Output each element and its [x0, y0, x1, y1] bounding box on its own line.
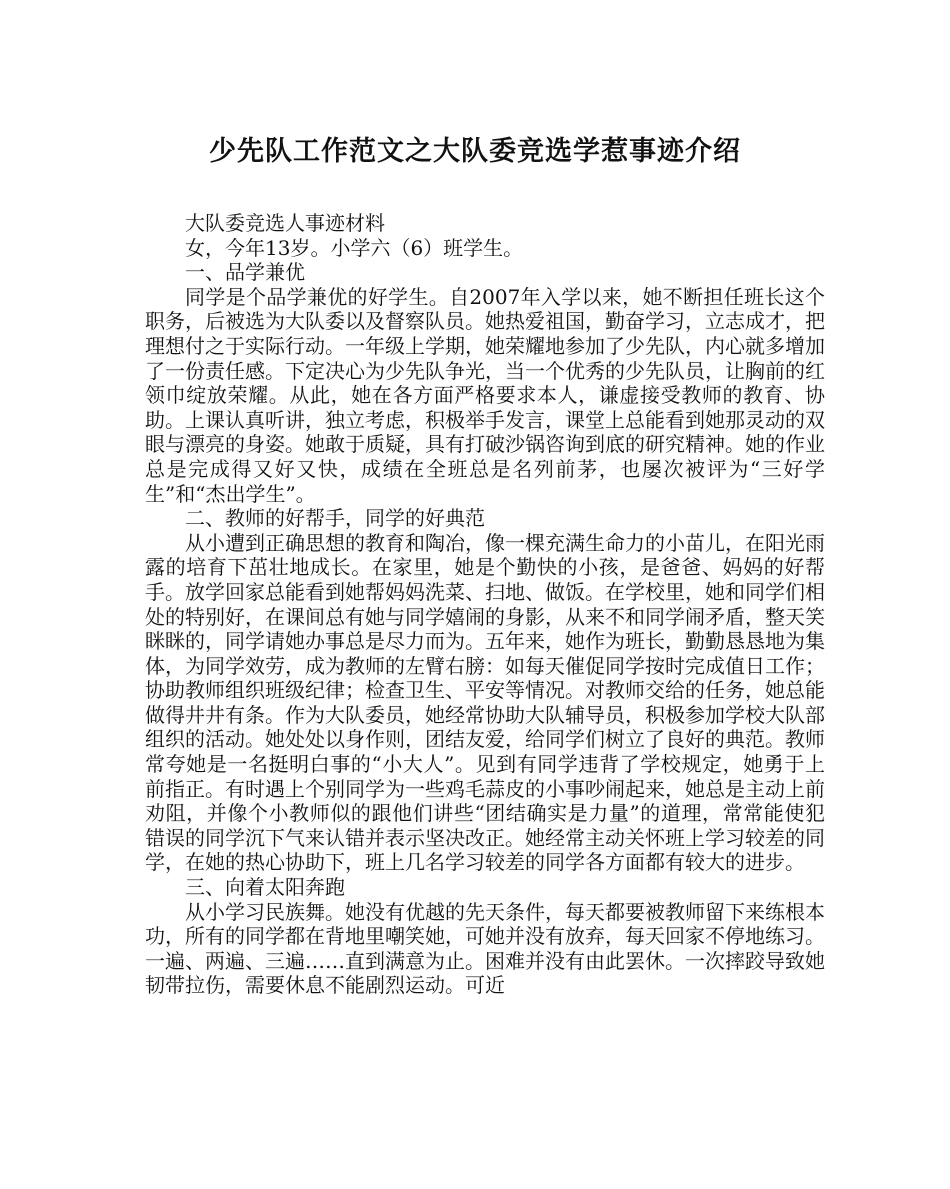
section-heading-2: 二、教师的好帮手，同学的好典范 [185, 506, 485, 531]
document-body [145, 211, 825, 998]
paragraph-section-3: 从小学习民族舞。她没有优越的先天条件，每天都要被教师留下来练根本功，所有的同学都在背地里嘲笑她，可她并没有放弃，每天回家不停地练习。一遍、两遍、三遍……直到满意为止。困难并没有由此罢休。一次摔跤导致她韧带拉伤，需要休息不能剧烈运动。可近 [145, 899, 825, 998]
paragraph-section-1: 同学是个品学兼优的好学生。自2007年入学以来，她不断担任班长这个职务，后被选为大队委以及督察队员。她热爱祖国，勤奋学习，立志成才，把理想付之于实际行动。一年级上学期，她荣耀地参加了少先队，内心就多增加了一份责任感。下定决心为少先队争光，当一个优秀的少先队员，让胸前的红领巾绽放荣耀。从此，她在各方面严格要求本人，谦虚接受教师的教育、协助。上课认真听讲，独立考虑，积极举手发言，课堂上总能看到她那灵动的双眼与漂亮的身姿。她敢于质疑，具有打破沙锅咨询到底的研究精神。她的作业总是完成得又好又快，成绩在全班总是名列前茅，也屡次被评为“三好学生”和“杰出学生”。 [145, 284, 825, 506]
paragraph-subtitle: 大队委竞选人事迹材料 [185, 211, 385, 235]
section-heading-1: 一、品学兼优 [185, 260, 305, 285]
document-title: 少先队工作范文之大队委竞选学惹事迹介绍 [209, 136, 741, 167]
paragraph-intro: 女，今年13岁。小学六（6）班学生。 [185, 235, 524, 260]
paragraph-section-2: 从小遭到正确思想的教育和陶冶，像一棵充满生命力的小苗儿，在阳光雨露的培育下茁壮地成长。在家里，她是个勤快的小孩，是爸爸、妈妈的好帮手。放学回家总能看到她帮妈妈洗菜、扫地、做饭。在学校里，她和同学们相处的特别好，在课间总有她与同学嬉闹的身影，从来不和同学闹矛盾，整天笑眯眯的，同学请她办事总是尽力而为。五年来，她作为班长，勤勤恳恳地为集体，为同学效劳，成为教师的左臂右膀：如每天催促同学按时完成值日工作；协助教师组织班级纪律；检查卫生、平安等情况。对教师交给的任务，她总能做得井井有条。作为大队委员，她经常协助大队辅导员，积极参加学校大队部组织的活动。她处处以身作则，团结友爱，给同学们树立了良好的典范。教师常夸她是一名挺明白事的“小大人”。见到有同学违背了学校规定，她勇于上前指正。有时遇上个别同学为一些鸡毛蒜皮的小事吵闹起来，她总是主动上前劝阻，并像个小教师似的跟他们讲些“团结确实是力量”的道理，常常能使犯错误的同学沉下气来认错并表示坚决改正。她经常主动关怀班上学习较差的同学，在她的热心协助下，班上几名学习较差的同学各方面都有较大的进步。 [145, 530, 825, 875]
section-heading-3: 三、向着太阳奔跑 [185, 875, 345, 900]
